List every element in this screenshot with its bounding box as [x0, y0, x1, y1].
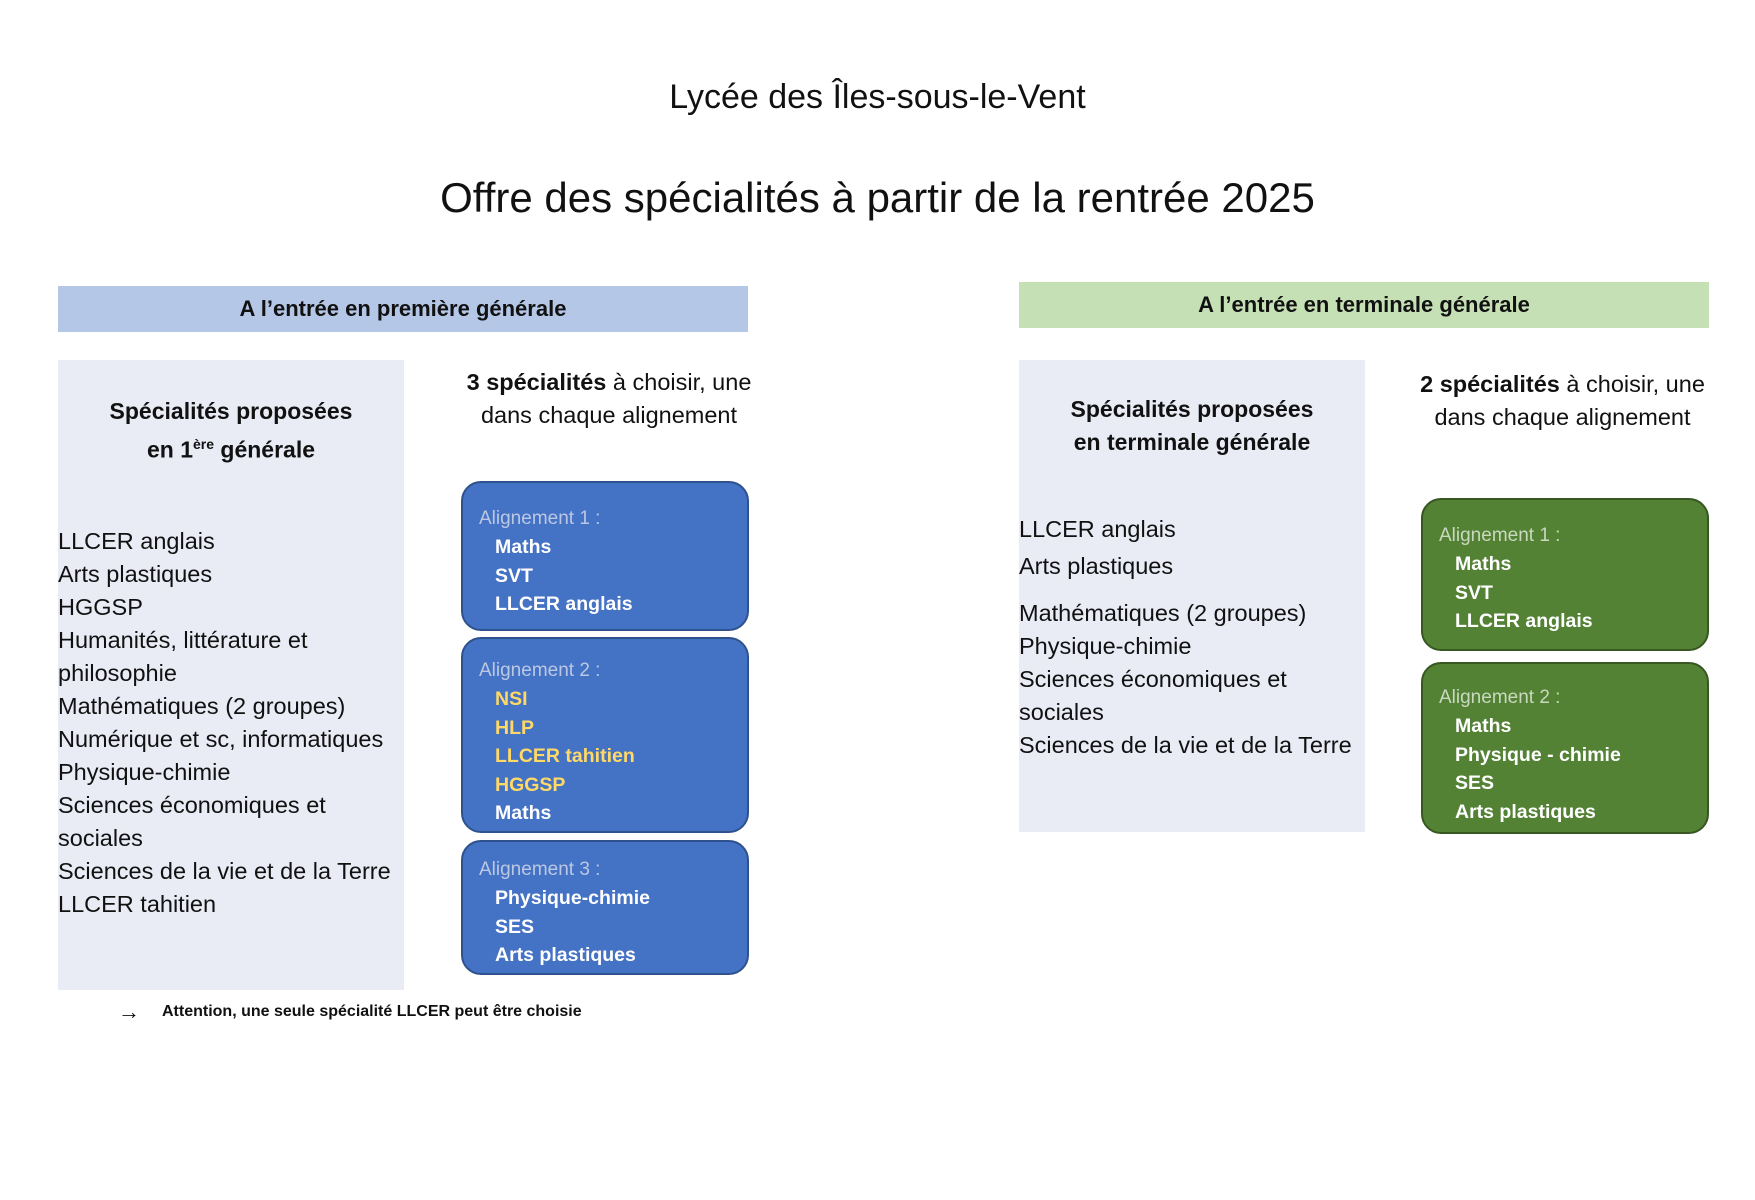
premiere-choose-text [454, 366, 764, 432]
terminale-alignment-1 [1421, 498, 1709, 651]
premiere-heading-sup: ère [193, 436, 215, 452]
terminale-band: A l’entrée en terminale générale [1019, 282, 1709, 328]
list-item: LLCER tahitien [495, 745, 635, 767]
list-item: Sciences de la vie et de la Terre [1019, 732, 1352, 758]
premiere-band: A l’entrée en première générale [58, 286, 748, 332]
list-item: Numérique et sc, informatiques [58, 726, 384, 752]
terminale-alignment-2 [1421, 662, 1709, 834]
premiere-speciality-list [58, 525, 404, 921]
list-item: HGGSP [495, 773, 566, 796]
premiere-specialities-panel [58, 360, 404, 990]
list-item: Maths [495, 802, 552, 824]
list-item: Physique - chimie [1455, 743, 1621, 766]
alignment-title: Alignement 3 : [479, 859, 601, 880]
alignment-items [1439, 550, 1707, 636]
terminale-specialities-panel [1019, 360, 1365, 832]
terminale-choose-text [1400, 368, 1725, 434]
premiere-panel-heading-line2 [58, 428, 404, 467]
list-item: SES [495, 915, 535, 938]
alignment-items [479, 685, 747, 828]
terminale-speciality-list [1019, 513, 1365, 762]
alignment-items [479, 533, 747, 619]
list-item: SVT [495, 564, 533, 587]
list-item: Arts plastiques [1019, 553, 1174, 579]
list-item: Mathématiques (2 groupes) [1019, 600, 1307, 626]
terminale-choose-count: 2 spécialités [1420, 371, 1560, 397]
list-item: SES [1455, 772, 1495, 794]
alignment-items [1439, 712, 1707, 826]
list-item: Maths [1455, 715, 1512, 737]
list-item: Arts plastiques [495, 944, 636, 966]
terminale-panel-heading [1019, 393, 1365, 459]
list-item: NSI [495, 688, 528, 710]
list-item: HLP [495, 716, 534, 739]
premiere-heading-en1: en 1 [146, 436, 193, 463]
list-item: Sciences économiques et sociales [58, 792, 326, 851]
list-item: Sciences de la vie et de la Terre [58, 858, 391, 884]
premiere-choose-count: 3 spécialités [466, 369, 607, 395]
premiere-panel-heading [58, 395, 404, 467]
list-item: HGGSP [58, 594, 143, 620]
arrow-right-icon: → [118, 999, 140, 1024]
list-item: Arts plastiques [58, 561, 213, 587]
list-item: LLCER anglais [495, 593, 633, 615]
alignment-title: Alignement 2 : [479, 660, 601, 681]
list-item: Humanités, littérature et philosophie [58, 627, 308, 686]
llcer-note-text: Attention, une seule spécialité LLCER peut être choisie [162, 1003, 582, 1020]
list-item: Maths [495, 536, 552, 558]
list-item: Physique-chimie [58, 759, 231, 785]
alignment-items [479, 884, 747, 970]
premiere-heading-generale: générale [214, 436, 316, 463]
list-item: Physique-chimie [495, 887, 650, 909]
list-item: LLCER anglais [58, 528, 215, 554]
premiere-alignment-3 [461, 840, 749, 975]
terminale-choose-rest: à choisir, une dans chaque alignement [1434, 371, 1705, 430]
alignment-title: Alignement 2 : [1439, 687, 1561, 708]
premiere-panel-heading-line1: Spécialités proposées [109, 398, 353, 424]
alignment-title: Alignement 1 : [479, 508, 601, 529]
premiere-choose-rest: à choisir, une dans chaque alignement [480, 369, 752, 428]
list-item: Arts plastiques [1455, 800, 1596, 823]
premiere-alignment-1 [461, 481, 749, 631]
list-item: SVT [1455, 581, 1493, 604]
alignment-title: Alignement 1 : [1439, 525, 1561, 546]
llcer-note [118, 998, 582, 1026]
list-item: Mathématiques (2 groupes) [58, 693, 346, 719]
list-item: LLCER anglais [1455, 610, 1593, 632]
list-item: LLCER anglais [1019, 516, 1176, 542]
school-name: Lycée des Îles-sous-le-Vent [669, 78, 1086, 116]
terminale-panel-heading-line2: en terminale générale [1073, 429, 1311, 455]
premiere-alignment-2 [461, 637, 749, 833]
page-title: Offre des spécialités à partir de la rentrée 2025 [440, 174, 1315, 221]
list-item: Physique-chimie [1019, 633, 1192, 659]
list-item: Maths [1455, 553, 1512, 575]
terminale-panel-heading-line1: Spécialités proposées [1070, 396, 1314, 422]
list-item: LLCER tahitien [58, 891, 217, 917]
list-item: Sciences économiques et sociales [1019, 666, 1287, 725]
